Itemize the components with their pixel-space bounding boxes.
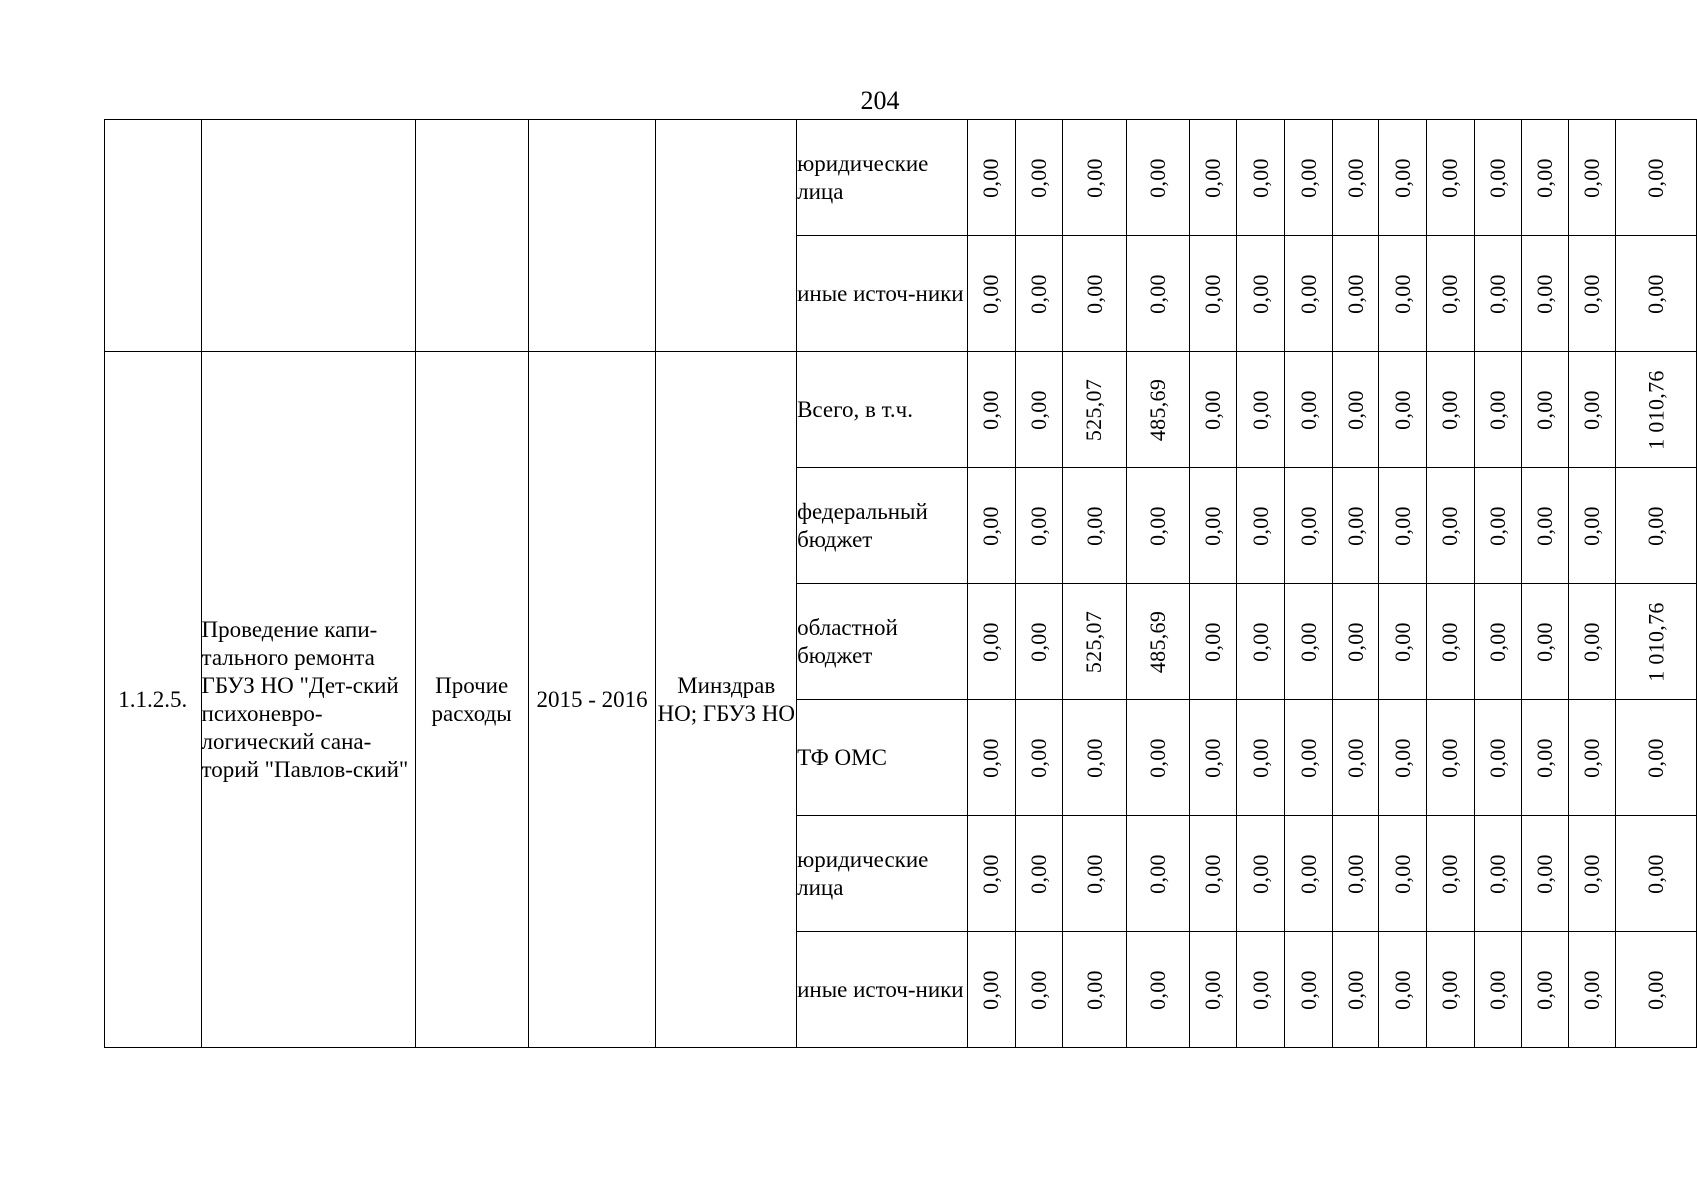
- value: 0,00: [1144, 505, 1170, 546]
- value-cell: [1189, 352, 1237, 468]
- value-cell: [1189, 932, 1237, 1048]
- value: 0,00: [1484, 621, 1510, 662]
- value-cell: [1126, 816, 1189, 932]
- value-cell: [1015, 120, 1063, 236]
- value-cell: [1616, 468, 1697, 584]
- value: 0,00: [1247, 505, 1273, 546]
- value-cell: [1237, 816, 1285, 932]
- value-cell: [1237, 584, 1285, 700]
- value: 0,00: [1081, 157, 1107, 198]
- funding-source: юридические лица: [797, 120, 968, 236]
- value-cell: [1189, 468, 1237, 584]
- funding-source: федеральный бюджет: [797, 468, 968, 584]
- value-cell: [967, 932, 1015, 1048]
- value: 0,00: [1579, 273, 1605, 314]
- expense-type: Прочие расходы: [415, 352, 528, 1048]
- value-cell: [1063, 700, 1126, 816]
- value-cell: [1568, 236, 1616, 352]
- value: 0,00: [1579, 969, 1605, 1010]
- value-cell: [1568, 816, 1616, 932]
- value-cell: [967, 816, 1015, 932]
- value: 0,00: [1437, 273, 1463, 314]
- value-cell: [1522, 236, 1569, 352]
- value-cell: [1285, 120, 1333, 236]
- value-cell: [1237, 236, 1285, 352]
- value-cell: [1126, 468, 1189, 584]
- empty-period-cell: [528, 120, 656, 352]
- value-cell: [1522, 700, 1569, 816]
- value-cell: [1237, 468, 1285, 584]
- value-cell: [1379, 468, 1427, 584]
- value: 0,00: [1389, 853, 1415, 894]
- value: 0,00: [1025, 853, 1051, 894]
- value-cell: [1015, 468, 1063, 584]
- value: 0,00: [1025, 273, 1051, 314]
- value-cell: [1474, 932, 1522, 1048]
- value: 0,00: [1200, 853, 1226, 894]
- value: 0,00: [1200, 621, 1226, 662]
- value: 0,00: [1437, 389, 1463, 430]
- value-cell: [1332, 468, 1379, 584]
- value: 0,00: [1342, 389, 1368, 430]
- value: 0,00: [1144, 969, 1170, 1010]
- value-cell: [1522, 816, 1569, 932]
- funding-source: иные источ-ники: [797, 236, 968, 352]
- value: 0,00: [1531, 505, 1557, 546]
- value: 0,00: [1531, 969, 1557, 1010]
- value-cell: [1285, 236, 1333, 352]
- value-cell: [1063, 120, 1126, 236]
- value: 0,00: [1247, 969, 1273, 1010]
- value: 0,00: [1579, 389, 1605, 430]
- value-cell: [1426, 584, 1474, 700]
- value: 0,00: [1144, 853, 1170, 894]
- value: 0,00: [1247, 389, 1273, 430]
- value-cell: [1474, 584, 1522, 700]
- value: 0,00: [1247, 737, 1273, 778]
- value-cell: [1568, 932, 1616, 1048]
- value-cell: [1332, 352, 1379, 468]
- value: 0,00: [1295, 737, 1321, 778]
- value: 0,00: [1437, 969, 1463, 1010]
- value: 0,00: [1200, 273, 1226, 314]
- value-cell: [1474, 352, 1522, 468]
- value: 0,00: [1025, 737, 1051, 778]
- value: 0,00: [1295, 273, 1321, 314]
- value: 0,00: [1643, 157, 1669, 198]
- value-cell: [1522, 352, 1569, 468]
- value: 0,00: [1247, 621, 1273, 662]
- page-number: 204: [860, 86, 900, 115]
- value: 0,00: [1643, 505, 1669, 546]
- value: 0,00: [1484, 853, 1510, 894]
- value: 0,00: [1643, 737, 1669, 778]
- table-row: [105, 352, 1697, 468]
- value: 485,69: [1144, 378, 1170, 441]
- value-cell: [1285, 700, 1333, 816]
- value-cell: [1126, 700, 1189, 816]
- value: 0,00: [1295, 853, 1321, 894]
- value: 0,00: [1643, 273, 1669, 314]
- value: 1 010,76: [1643, 369, 1669, 450]
- value: 0,00: [1295, 389, 1321, 430]
- value: 0,00: [1342, 505, 1368, 546]
- item-name: Проведение капи-тального ремонта ГБУЗ НО "Дет-ский психоневро-логический сана-торий "Павлов-ский": [201, 352, 415, 1048]
- value-cell: [1332, 932, 1379, 1048]
- value: 0,00: [1643, 853, 1669, 894]
- value: 0,00: [1025, 389, 1051, 430]
- value-cell: [1568, 468, 1616, 584]
- value: 0,00: [1025, 621, 1051, 662]
- value-cell: [1426, 120, 1474, 236]
- value-cell: [1237, 700, 1285, 816]
- value-cell: [1522, 120, 1569, 236]
- funding-source: ТФ ОМС: [797, 700, 968, 816]
- empty-expense-cell: [415, 120, 528, 352]
- value-cell: [1379, 352, 1427, 468]
- value: 0,00: [1531, 853, 1557, 894]
- item-id: 1.1.2.5.: [105, 352, 202, 1048]
- value-cell: [1126, 352, 1189, 468]
- value: 525,07: [1081, 378, 1107, 441]
- value: 0,00: [1437, 157, 1463, 198]
- value-cell: [1237, 932, 1285, 1048]
- value-cell: [1379, 700, 1427, 816]
- value: 525,07: [1081, 610, 1107, 673]
- value-cell: [1426, 468, 1474, 584]
- value: 0,00: [1484, 505, 1510, 546]
- value: 0,00: [1342, 273, 1368, 314]
- value: 0,00: [1531, 389, 1557, 430]
- value-cell: [1285, 352, 1333, 468]
- value: 0,00: [1531, 737, 1557, 778]
- value: 0,00: [1579, 853, 1605, 894]
- value: 0,00: [978, 621, 1004, 662]
- value-cell: [1189, 816, 1237, 932]
- value: 0,00: [1200, 505, 1226, 546]
- executor: Минздрав НО; ГБУЗ НО: [656, 352, 797, 1048]
- value-cell: [1616, 700, 1697, 816]
- value-cell: [1237, 352, 1285, 468]
- value-cell: [1015, 236, 1063, 352]
- value: 0,00: [1200, 389, 1226, 430]
- value: 0,00: [1247, 157, 1273, 198]
- value-cell: [1189, 236, 1237, 352]
- value-cell: [1015, 816, 1063, 932]
- funding-source: иные источ-ники: [797, 932, 968, 1048]
- value: 0,00: [1389, 389, 1415, 430]
- value-cell: [1126, 120, 1189, 236]
- value: 0,00: [1144, 273, 1170, 314]
- value-cell: [1616, 816, 1697, 932]
- value: 0,00: [978, 273, 1004, 314]
- value-cell: [1126, 932, 1189, 1048]
- value: 0,00: [1342, 969, 1368, 1010]
- value: 0,00: [978, 737, 1004, 778]
- funding-source: областной бюджет: [797, 584, 968, 700]
- value: 0,00: [1389, 505, 1415, 546]
- empty-name-cell: [201, 120, 415, 352]
- value-cell: [1426, 816, 1474, 932]
- value: 0,00: [978, 157, 1004, 198]
- value: 0,00: [1295, 505, 1321, 546]
- value-cell: [1522, 468, 1569, 584]
- value: 0,00: [1025, 969, 1051, 1010]
- empty-executor-cell: [656, 120, 797, 352]
- value: 1 010,76: [1643, 601, 1669, 682]
- value-cell: [1426, 352, 1474, 468]
- value-cell: [1426, 932, 1474, 1048]
- value: 0,00: [1081, 273, 1107, 314]
- value-cell: [1379, 932, 1427, 1048]
- value: 0,00: [1144, 157, 1170, 198]
- value: 0,00: [1389, 157, 1415, 198]
- value-cell: [1332, 236, 1379, 352]
- value-cell: [1379, 584, 1427, 700]
- value-cell: [1063, 816, 1126, 932]
- value: 0,00: [1200, 737, 1226, 778]
- value-cell: [967, 352, 1015, 468]
- value: 0,00: [1484, 737, 1510, 778]
- value-cell: [1616, 584, 1697, 700]
- value: 0,00: [1247, 853, 1273, 894]
- funding-table: [104, 119, 1697, 1048]
- value: 0,00: [1484, 969, 1510, 1010]
- value-cell: [967, 468, 1015, 584]
- value-cell: [1379, 236, 1427, 352]
- value-cell: [967, 120, 1015, 236]
- empty-id-cell: [105, 120, 202, 352]
- value: 0,00: [1342, 621, 1368, 662]
- value-cell: [1616, 120, 1697, 236]
- value-cell: [1285, 816, 1333, 932]
- value-cell: [1063, 468, 1126, 584]
- value: 0,00: [1081, 853, 1107, 894]
- value: 0,00: [978, 853, 1004, 894]
- value-cell: [1063, 584, 1126, 700]
- value-cell: [1015, 352, 1063, 468]
- value-cell: [1189, 700, 1237, 816]
- value: 0,00: [1389, 737, 1415, 778]
- value: 0,00: [1342, 853, 1368, 894]
- value-cell: [1015, 932, 1063, 1048]
- value: 0,00: [1342, 737, 1368, 778]
- value: 0,00: [1081, 505, 1107, 546]
- value-cell: [1616, 352, 1697, 468]
- value-cell: [1616, 932, 1697, 1048]
- value: 0,00: [1200, 157, 1226, 198]
- value-cell: [1426, 700, 1474, 816]
- value-cell: [1379, 120, 1427, 236]
- value-cell: [1568, 120, 1616, 236]
- value-cell: [1063, 932, 1126, 1048]
- value-cell: [967, 700, 1015, 816]
- funding-source: Всего, в т.ч.: [797, 352, 968, 468]
- value-cell: [1474, 700, 1522, 816]
- value-cell: [1568, 584, 1616, 700]
- value-cell: [1332, 816, 1379, 932]
- value-cell: [1332, 700, 1379, 816]
- value-cell: [1063, 352, 1126, 468]
- value: 0,00: [978, 969, 1004, 1010]
- table-row: [105, 120, 1697, 236]
- value: 0,00: [1200, 969, 1226, 1010]
- value-cell: [1332, 120, 1379, 236]
- value-cell: [1189, 584, 1237, 700]
- value-cell: [1189, 120, 1237, 236]
- value-cell: [1474, 120, 1522, 236]
- value-cell: [1285, 932, 1333, 1048]
- value: 0,00: [1643, 969, 1669, 1010]
- value: 0,00: [1342, 157, 1368, 198]
- value-cell: [1237, 120, 1285, 236]
- value-cell: [1285, 468, 1333, 584]
- value: 0,00: [1247, 273, 1273, 314]
- value-cell: [1568, 352, 1616, 468]
- value-cell: [967, 236, 1015, 352]
- value-cell: [1474, 468, 1522, 584]
- value: 0,00: [1081, 737, 1107, 778]
- value-cell: [1126, 584, 1189, 700]
- value: 0,00: [1579, 157, 1605, 198]
- value: 0,00: [1144, 737, 1170, 778]
- value: 0,00: [1295, 157, 1321, 198]
- value: 0,00: [1579, 621, 1605, 662]
- value: 0,00: [1081, 969, 1107, 1010]
- value-cell: [1474, 816, 1522, 932]
- value-cell: [1126, 236, 1189, 352]
- value-cell: [1379, 816, 1427, 932]
- value: 0,00: [1437, 621, 1463, 662]
- value: 0,00: [1389, 273, 1415, 314]
- value: 0,00: [1484, 389, 1510, 430]
- value-cell: [1568, 700, 1616, 816]
- value: 0,00: [1484, 273, 1510, 314]
- value: 0,00: [1484, 157, 1510, 198]
- funding-source: юридические лица: [797, 816, 968, 932]
- value: 485,69: [1144, 610, 1170, 673]
- value: 0,00: [1025, 157, 1051, 198]
- value: 0,00: [1295, 621, 1321, 662]
- value: 0,00: [1389, 969, 1415, 1010]
- value: 0,00: [1531, 273, 1557, 314]
- value: 0,00: [1531, 621, 1557, 662]
- value: 0,00: [1389, 621, 1415, 662]
- value: 0,00: [1295, 969, 1321, 1010]
- value-cell: [1474, 236, 1522, 352]
- value: 0,00: [1437, 853, 1463, 894]
- value: 0,00: [1437, 505, 1463, 546]
- value-cell: [1015, 584, 1063, 700]
- value: 0,00: [1531, 157, 1557, 198]
- period: 2015 - 2016: [528, 352, 656, 1048]
- value: 0,00: [978, 505, 1004, 546]
- value-cell: [1063, 236, 1126, 352]
- value-cell: [967, 584, 1015, 700]
- value: 0,00: [1025, 505, 1051, 546]
- value: 0,00: [1437, 737, 1463, 778]
- value-cell: [1616, 236, 1697, 352]
- value: 0,00: [1579, 737, 1605, 778]
- value-cell: [1426, 236, 1474, 352]
- value: 0,00: [978, 389, 1004, 430]
- value-cell: [1015, 700, 1063, 816]
- value-cell: [1332, 584, 1379, 700]
- value-cell: [1522, 584, 1569, 700]
- value-cell: [1285, 584, 1333, 700]
- value-cell: [1522, 932, 1569, 1048]
- value: 0,00: [1579, 505, 1605, 546]
